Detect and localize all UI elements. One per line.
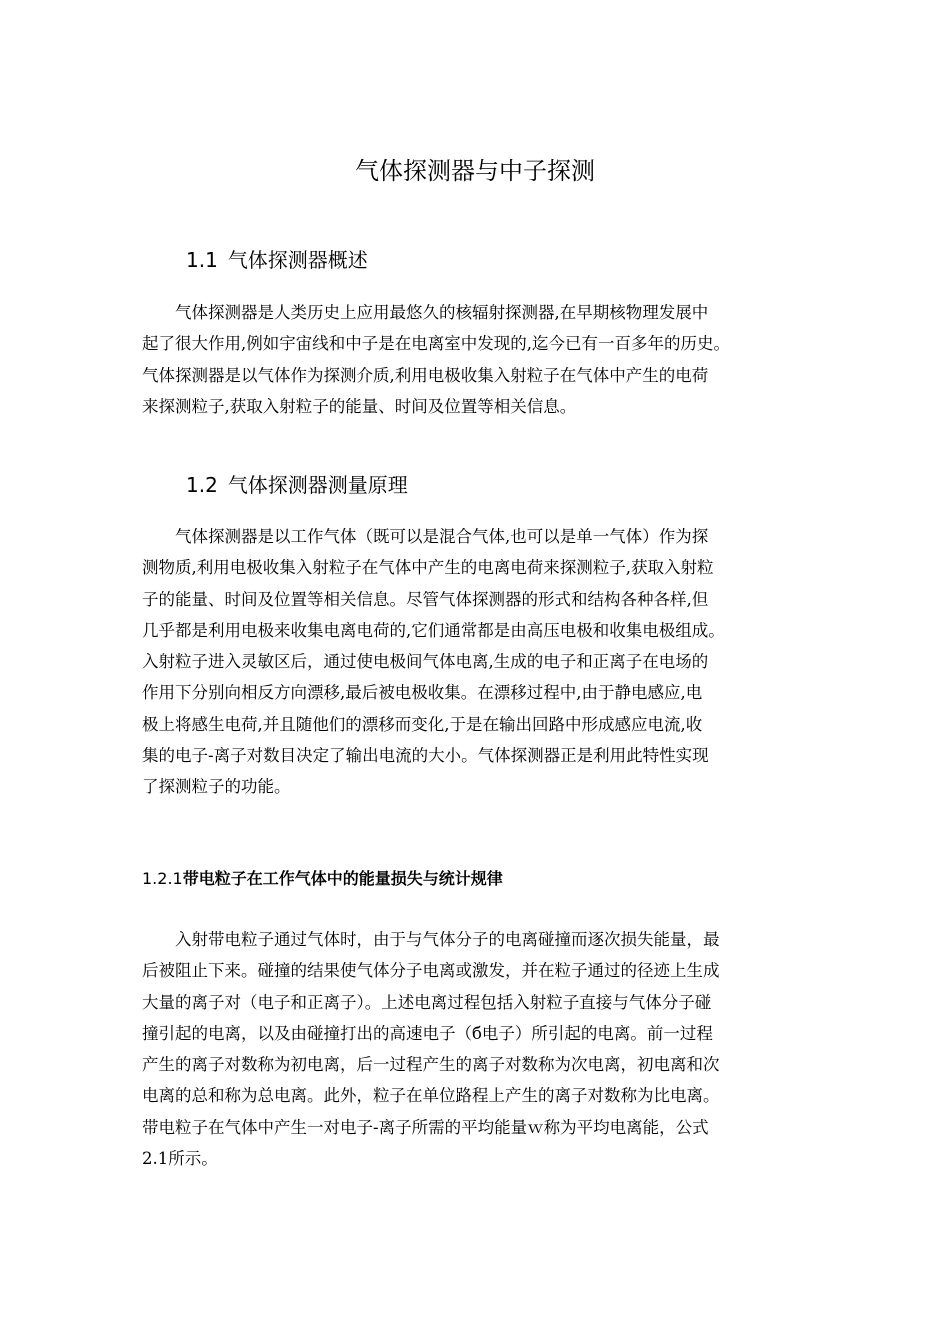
subsection-heading-text: 带电粒子在工作气体中的能量损失与统计规律: [182, 869, 503, 888]
text-line: 撞引起的电离，以及由碰撞打出的高速电子（б电子）所引起的电离。前一过程: [142, 1023, 713, 1043]
text-line: 气体探测器是以工作气体（既可以是混合气体,也可以是单一气体）作为探: [142, 527, 709, 546]
text-line: 带电粒子在气体中产生一对电子-离子所需的平均能量ｗ称为平均电离能，公式: [142, 1117, 709, 1137]
subsection-number: 1.2.1: [142, 869, 183, 888]
text-line: 极上将感生电荷,并且随他们的漂移而变化,于是在输出回路中形成感应电流,收: [142, 714, 703, 734]
text-line: 了探测粒子的功能。: [142, 777, 291, 797]
paragraph-1-1: [142, 297, 842, 422]
text-line: 起了很大作用,例如宇宙线和中子是在电离室中发现的,迄今已有一百多年的历史。: [142, 334, 730, 354]
text-line: 来探测粒子,获取入射粒子的能量、时间及位置等相关信息。: [142, 396, 577, 416]
paragraph-1-2-1: [142, 924, 842, 1174]
text-line: 气体探测器是以气体作为探测介质,利用电极收集入射粒子在气体中产生的电荷: [142, 365, 709, 385]
text-line: 子的能量、时间及位置等相关信息。尽管气体探测器的形式和结构各种各样,但: [142, 589, 709, 609]
text-line: 几乎都是利用电极来收集电离电荷的,它们通常都是由高压电极和收集电极组成。: [142, 620, 725, 640]
text-line: 入射带电粒子通过气体时，由于与气体分子的电离碰撞而逐次损失能量，最: [142, 930, 720, 949]
document-title: 气体探测器与中子探测: [355, 157, 595, 185]
text-line: 电离的总和称为总电离。此外，粒子在单位路程上产生的离子对数称为比电离。: [142, 1086, 720, 1106]
text-line: 作用下分别向相反方向漂移,最后被电极收集。在漂移过程中,由于静电感应,电: [142, 683, 703, 703]
subsection-heading-1-2-1: [142, 867, 503, 891]
text-line: 2.1所示。: [142, 1149, 218, 1169]
text-line: 入射粒子进入灵敏区后，通过使电极间气体电离,生成的电子和正离子在电场的: [142, 652, 709, 672]
text-line: 产生的离子对数称为初电离，后一过程产生的离子对数称为次电离，初电离和次: [142, 1055, 720, 1075]
section-heading-text: 气体探测器概述: [227, 248, 368, 272]
section-heading-text: 气体探测器测量原理: [227, 473, 408, 497]
section-heading-1-2: [186, 471, 408, 499]
section-heading-1-1: [186, 246, 368, 274]
text-line: 测物质,利用电极收集入射粒子在气体中产生的电离电荷来探测粒子,获取入射粒: [142, 558, 714, 578]
text-line: 气体探测器是人类历史上应用最悠久的核辐射探测器,在早期核物理发展中: [142, 303, 709, 322]
section-number: 1.1: [186, 248, 218, 272]
text-line: 大量的离子对（电子和正离子）。上述电离过程包括入射粒子直接与气体分子碰: [142, 992, 712, 1012]
paragraph-1-2: [142, 521, 842, 803]
text-line: 集的电子-离子对数目决定了输出电流的大小。气体探测器正是利用此特性实现: [142, 746, 709, 766]
section-number: 1.2: [186, 473, 218, 497]
text-line: 后被阻止下来。碰撞的结果使气体分子电离或激发，并在粒子通过的径迹上生成: [142, 961, 720, 981]
